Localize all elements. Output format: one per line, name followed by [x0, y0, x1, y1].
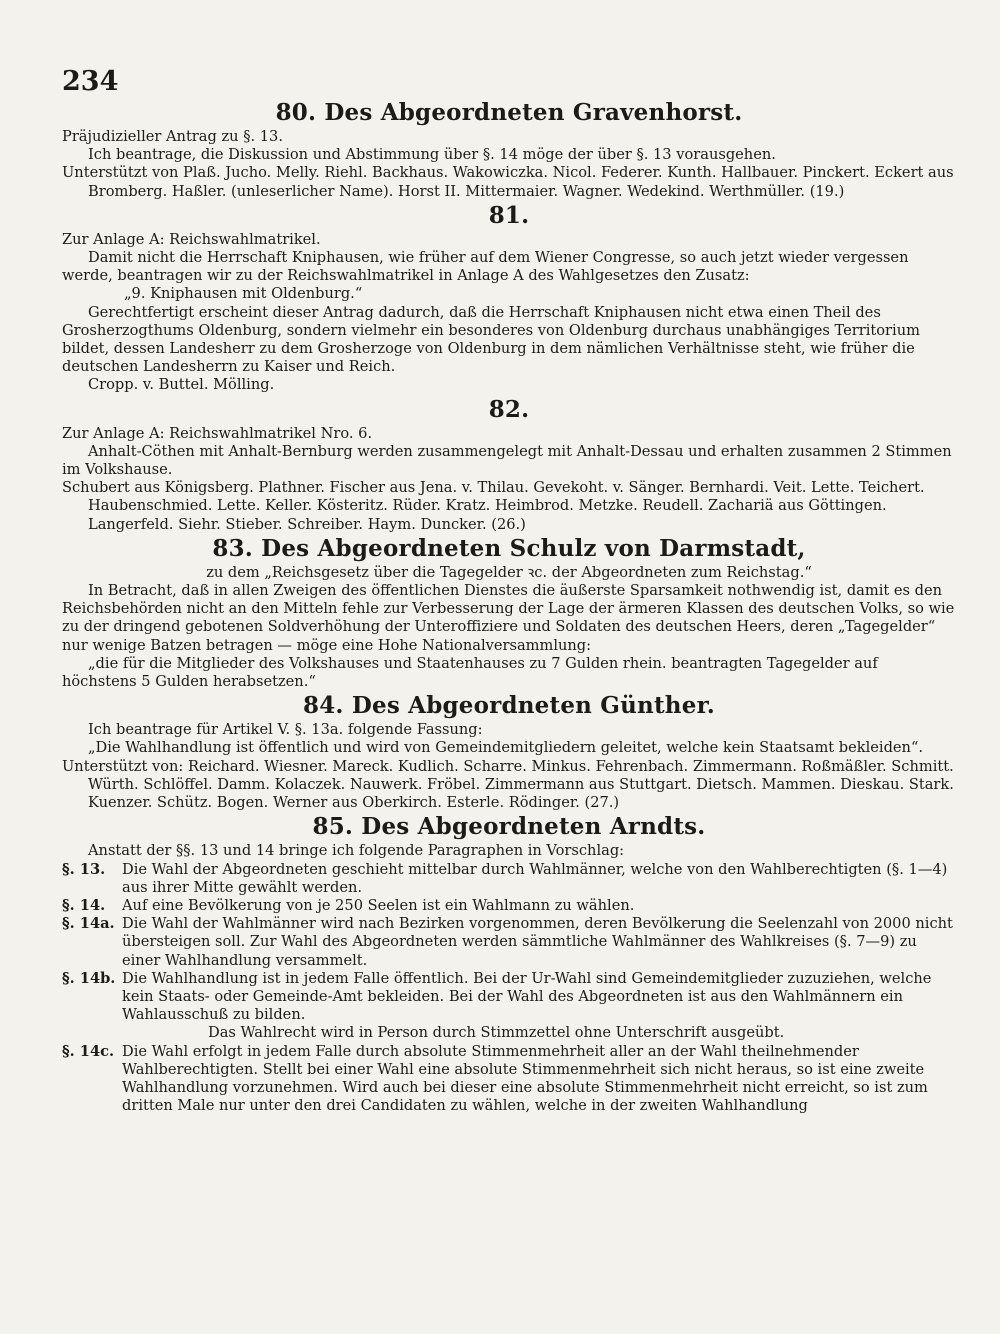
section-84-supporters: Unterstützt von: Reichard. Wiesner. Mareck. Kudlich. Scharre. Minkus. Fehrenbach. Zimmermann. Roßmäßler. Schmitt. Würth. Schlöffel. Damm. Kolaczek. Nauwerk. Fröbel. Zimmermann aus Stuttgart. Dietsch. Mammen. Dieskau. Stark. Kuenzer. Schütz. Bogen. Werner aus Oberkirch. Esterle. Rödinger. (27.) — [62, 757, 954, 812]
section-83-subject: zu dem „Reichsgesetz über die Tagegelder ꝛc. der Abgeordneten zum Reichstag.“ — [206, 563, 812, 581]
section-85-intro: Anstatt der §§. 13 und 14 bringe ich folgende Paragraphen in Vorschlag: — [88, 842, 625, 860]
section-80-motion-text: Ich beantrage, die Diskussion und Abstimmung über §. 14 möge der über §. 13 vorausgehen. — [88, 146, 776, 164]
paragraph-text: Die Wahl erfolgt in jedem Falle durch absolute Stimmenmehrheit aller an der Wahl theilnehmender Wahlberechtigten. Stellt bei einer Wahl eine absolute Stimmenmehrheit sich nicht heraus, so ist eine zweite Wahlhandlung vorzunehmen. Wird auch bei dieser eine absolute Stimmenmehrheit nicht erreicht, so ist zum dritten Male nur unter den drei Candidaten zu wählen, welche in der zweiten Wahlhandlung — [122, 1042, 928, 1115]
section-81-justification: Gerechtfertigt erscheint dieser Antrag dadurch, daß die Herrschaft Kniphausen nicht etwa einen Theil des Grosherzogthums Oldenburg, sondern vielmehr ein besonderes von Oldenburg durchaus unabhängiges Territorium bildet, dessen Landesherr zu dem Grosherzoge von Oldenburg in dem nämlichen Verhältnisse steht, wie früher die deutschen Landesherrn zu Kaiser und Reich. — [62, 303, 920, 376]
paragraph-14b — [62, 970, 956, 1025]
section-81-title: 81. — [488, 201, 530, 229]
section-82-signatories: Schubert aus Königsberg. Plathner. Fischer aus Jena. v. Thilau. Gevekoht. v. Sänger. Bernhardi. Veit. Lette. Teichert. Haubenschmied. Lette. Keller. Kösteritz. Rüder. Kratz. Heimbrod. Metzke. Reudell. Zachariä aus Göttingen. Langerfeld. Siehr. Stieber. Schreiber. Haym. Duncker. (26.) — [62, 479, 925, 533]
section-84-wording: „Die Wahlhandlung ist öffentlich und wird von Gemeindemitgliedern geleitet, welche kein Staatsamt bekleiden“. — [88, 739, 924, 757]
section-80-supporters: Unterstützt von Plaß. Jucho. Melly. Riehl. Backhaus. Wakowiczka. Nicol. Federer. Kunth. Hallbauer. Pinckert. Eckert aus Bromberg. Haßler. (unleserlicher Name). Horst II. Mittermaier. Wagner. Wedekind. Werthmüller. (19.) — [62, 164, 954, 200]
section-84-title: 84. Des Abgeordneten Günther. — [303, 692, 715, 720]
section-82 — [62, 395, 956, 534]
section-81 — [62, 201, 956, 395]
section-81-motion-text: Damit nicht die Herrschaft Kniphausen, wie früher auf dem Wiener Congresse, so auch jetzt wieder vergessen werde, beantragen wir zu der Reichswahlmatrikel in Anlage A des Wahlgesetzes den Zusatz: — [62, 249, 909, 285]
section-83-title: 83. Des Abgeordneten Schulz von Darmstadt, — [212, 534, 806, 562]
paragraph-text: Auf eine Bevölkerung von je 250 Seelen ist ein Wahlmann zu wählen. — [122, 896, 635, 914]
paragraph-14a — [62, 915, 956, 970]
section-83 — [62, 534, 956, 691]
paragraph-key: §. 14b. — [62, 969, 116, 987]
section-83-request: „die für die Mitglieder des Volkshauses und Staatenhauses zu 7 Gulden rhein. beantragten Tagegelder auf höchstens 5 Gulden herabsetzen.“ — [62, 654, 878, 691]
paragraph-key: §. 14. — [62, 896, 106, 914]
paragraph-key: §. 13. — [62, 860, 106, 878]
paragraph-text: Die Wahlhandlung ist in jedem Falle öffentlich. Bei der Ur-Wahl sind Gemeindemitglieder zuzuziehen, welche kein Staats- oder Gemeinde-Amt bekleiden. Bei der Wahl des Abgeordneten ist aus den Wahlmännern ein Wahlausschuß zu bilden. — [122, 969, 932, 1024]
section-81-signatories: Cropp. v. Buttel. Mölling. — [88, 376, 275, 394]
paragraph-14b-note — [62, 1024, 956, 1042]
paragraph-13 — [62, 861, 956, 897]
paragraph-text: Die Wahl der Wahlmänner wird nach Bezirken vorgenommen, deren Bevölkerung die Seelenzahl von 2000 nicht übersteigen soll. Zur Wahl des Abgeordneten werden sämmtliche Wahlmänner des Wahlkreises (§. 7—9) zu einer Wahlhandlung versammelt. — [122, 915, 953, 969]
section-81-addition: „9. Kniphausen mit Oldenburg.“ — [124, 285, 363, 303]
paragraph-14c — [62, 1043, 956, 1116]
section-80-motion-heading: Präjudizieller Antrag zu §. 13. — [62, 128, 283, 145]
section-84-motion-text: Ich beantrage für Artikel V. §. 13a. folgende Fassung: — [88, 721, 483, 739]
page-number: 234 — [62, 66, 119, 97]
paragraph-text: Die Wahl der Abgeordneten geschieht mittelbar durch Wahlmänner, welche von den Wahlberechtigten (§. 1—4) aus ihrer Mitte gewählt werden. — [122, 860, 948, 896]
section-83-motion-text: In Betracht, daß in allen Zweigen des öffentlichen Dienstes die äußerste Sparsamkeit nothwendig ist, damit es den Reichsbehörden nicht an den Mitteln fehle zur Verbesserung der Lage der ärmeren Klassen des deutschen Volks, so wie zu der dringend gebotenen Soldverhöhung der Unteroffiziere und Soldaten des deutschen Heers, deren „Tagegelder“ nur wenige Batzen betragen — möge eine Hohe Nationalversammlung: — [62, 582, 955, 654]
section-82-title: 82. — [488, 395, 530, 423]
section-80-title: 80. Des Abgeordneten Gravenhorst. — [275, 99, 743, 126]
section-85-title: 85. Des Abgeordneten Arndts. — [312, 813, 706, 841]
paragraph-key: §. 14c. — [62, 1042, 115, 1060]
section-84 — [62, 691, 956, 812]
paragraph-key — [62, 1024, 122, 1042]
section-80 — [62, 98, 956, 201]
section-82-annex-ref: Zur Anlage A: Reichswahlmatrikel Nro. 6. — [62, 424, 373, 442]
paragraph-key: §. 14a. — [62, 915, 115, 933]
section-82-motion-text: Anhalt-Cöthen mit Anhalt-Bernburg werden zusammengelegt mit Anhalt-Dessau und erhalten zusammen 2 Stimmen im Volkshause. — [62, 442, 952, 479]
paragraph-14 — [62, 897, 956, 915]
paragraph-text: Das Wahlrecht wird in Person durch Stimmzettel ohne Unterschrift ausgeübt. — [208, 1024, 785, 1042]
section-85 — [62, 812, 956, 1115]
section-81-annex-ref: Zur Anlage A: Reichswahlmatrikel. — [62, 230, 321, 248]
